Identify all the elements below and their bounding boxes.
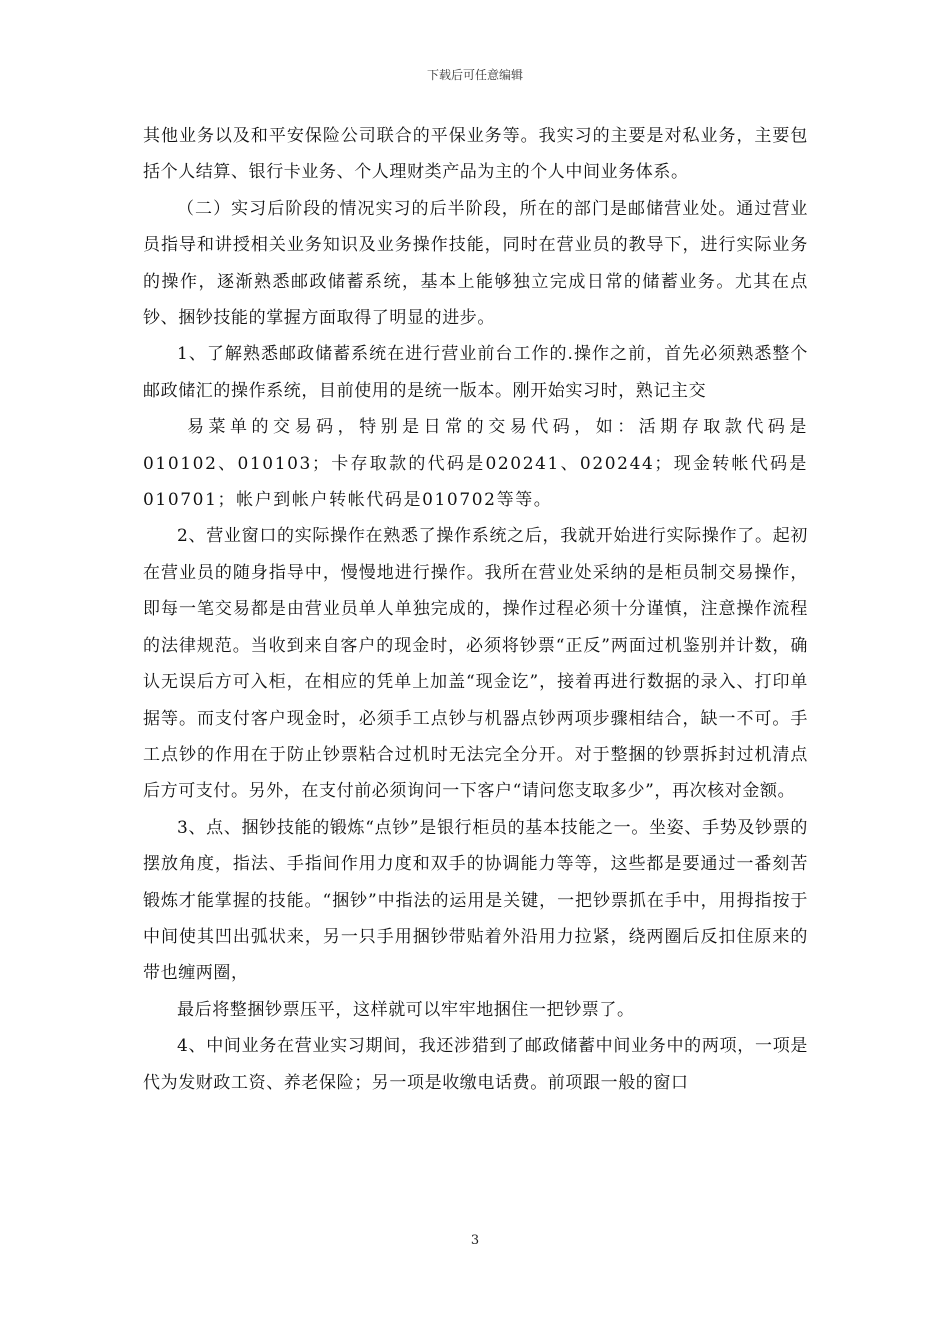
paragraph: 易菜单的交易码，特别是日常的交易代码，如：活期存取款代码是010102、010103；卡存取款的代码是020241、020244；现金转帐代码是010701；帐户到帐户转帐代码是010702等等。 — [143, 417, 808, 511]
paragraph: 4、中间业务在营业实习期间，我还涉猎到了邮政储蓄中间业务中的两项，一项是代为发财政工资、养老保险；另一项是收缴电话费。前项跟一般的窗口 — [143, 1036, 808, 1093]
paragraph: 最后将整捆钞票压平，这样就可以牢牢地捆住一把钞票了。 — [177, 999, 635, 1020]
page-number: 3 — [470, 1233, 480, 1248]
paragraph: 1、了解熟悉邮政储蓄系统在进行营业前台工作的.操作之前，首先必须熟悉整个邮政储汇的操作系统，目前使用的是统一版本。刚开始实习时，熟记主交 — [143, 344, 808, 401]
paragraph: 其他业务以及和平安保险公司联合的平保业务等。我实习的主要是对私业务，主要包括个人结算、银行卡业务、个人理财类产品为主的个人中间业务体系。 — [143, 126, 808, 183]
paragraph: （二）实习后阶段的情况实习的后半阶段，所在的部门是邮储营业处。通过营业员指导和讲授相关业务知识及业务操作技能，同时在营业员的教导下，进行实际业务的操作，逐渐熟悉邮政储蓄系统，基本上能够独立完成日常的储蓄业务。尤其在点钞、捆钞技能的掌握方面取得了明显的进步。 — [143, 198, 808, 329]
page-header: 下载后可任意编辑 — [426, 68, 523, 82]
document-body — [143, 118, 808, 1101]
paragraph: 2、营业窗口的实际操作在熟悉了操作系统之后，我就开始进行实际操作了。起初在营业员的随身指导中，慢慢地进行操作。我所在营业处采纳的是柜员制交易操作，即每一笔交易都是由营业员单人单独完成的，操作过程必须十分谨慎，注意操作流程的法律规范。当收到来自客户的现金时，必须将钞票“正反”两面过机鉴别并计数，确认无误后方可入柜，在相应的凭单上加盖“现金讫”，接着再进行数据的录入、打印单据等。而支付客户现金时，必须手工点钞与机器点钞两项步骤相结合，缺一不可。手工点钞的作用在于防止钞票粘合过机时无法完全分开。对于整捆的钞票拆封过机清点后方可支付。另外，在支付前必须询问一下客户“请问您支取多少”，再次核对金额。 — [143, 526, 808, 802]
paragraph: 3、点、捆钞技能的锻炼“点钞”是银行柜员的基本技能之一。坐姿、手势及钞票的摆放角度，指法、手指间作用力度和双手的协调能力等等，这些都是要通过一番刻苦锻炼才能掌握的技能。“捆钞”中指法的运用是关键，一把钞票抓在手中，用拇指按于中间使其凹出弧状来，另一只手用捆钞带贴着外沿用力拉紧，绕两圈后反扣住原来的带也缠两圈， — [143, 817, 808, 984]
